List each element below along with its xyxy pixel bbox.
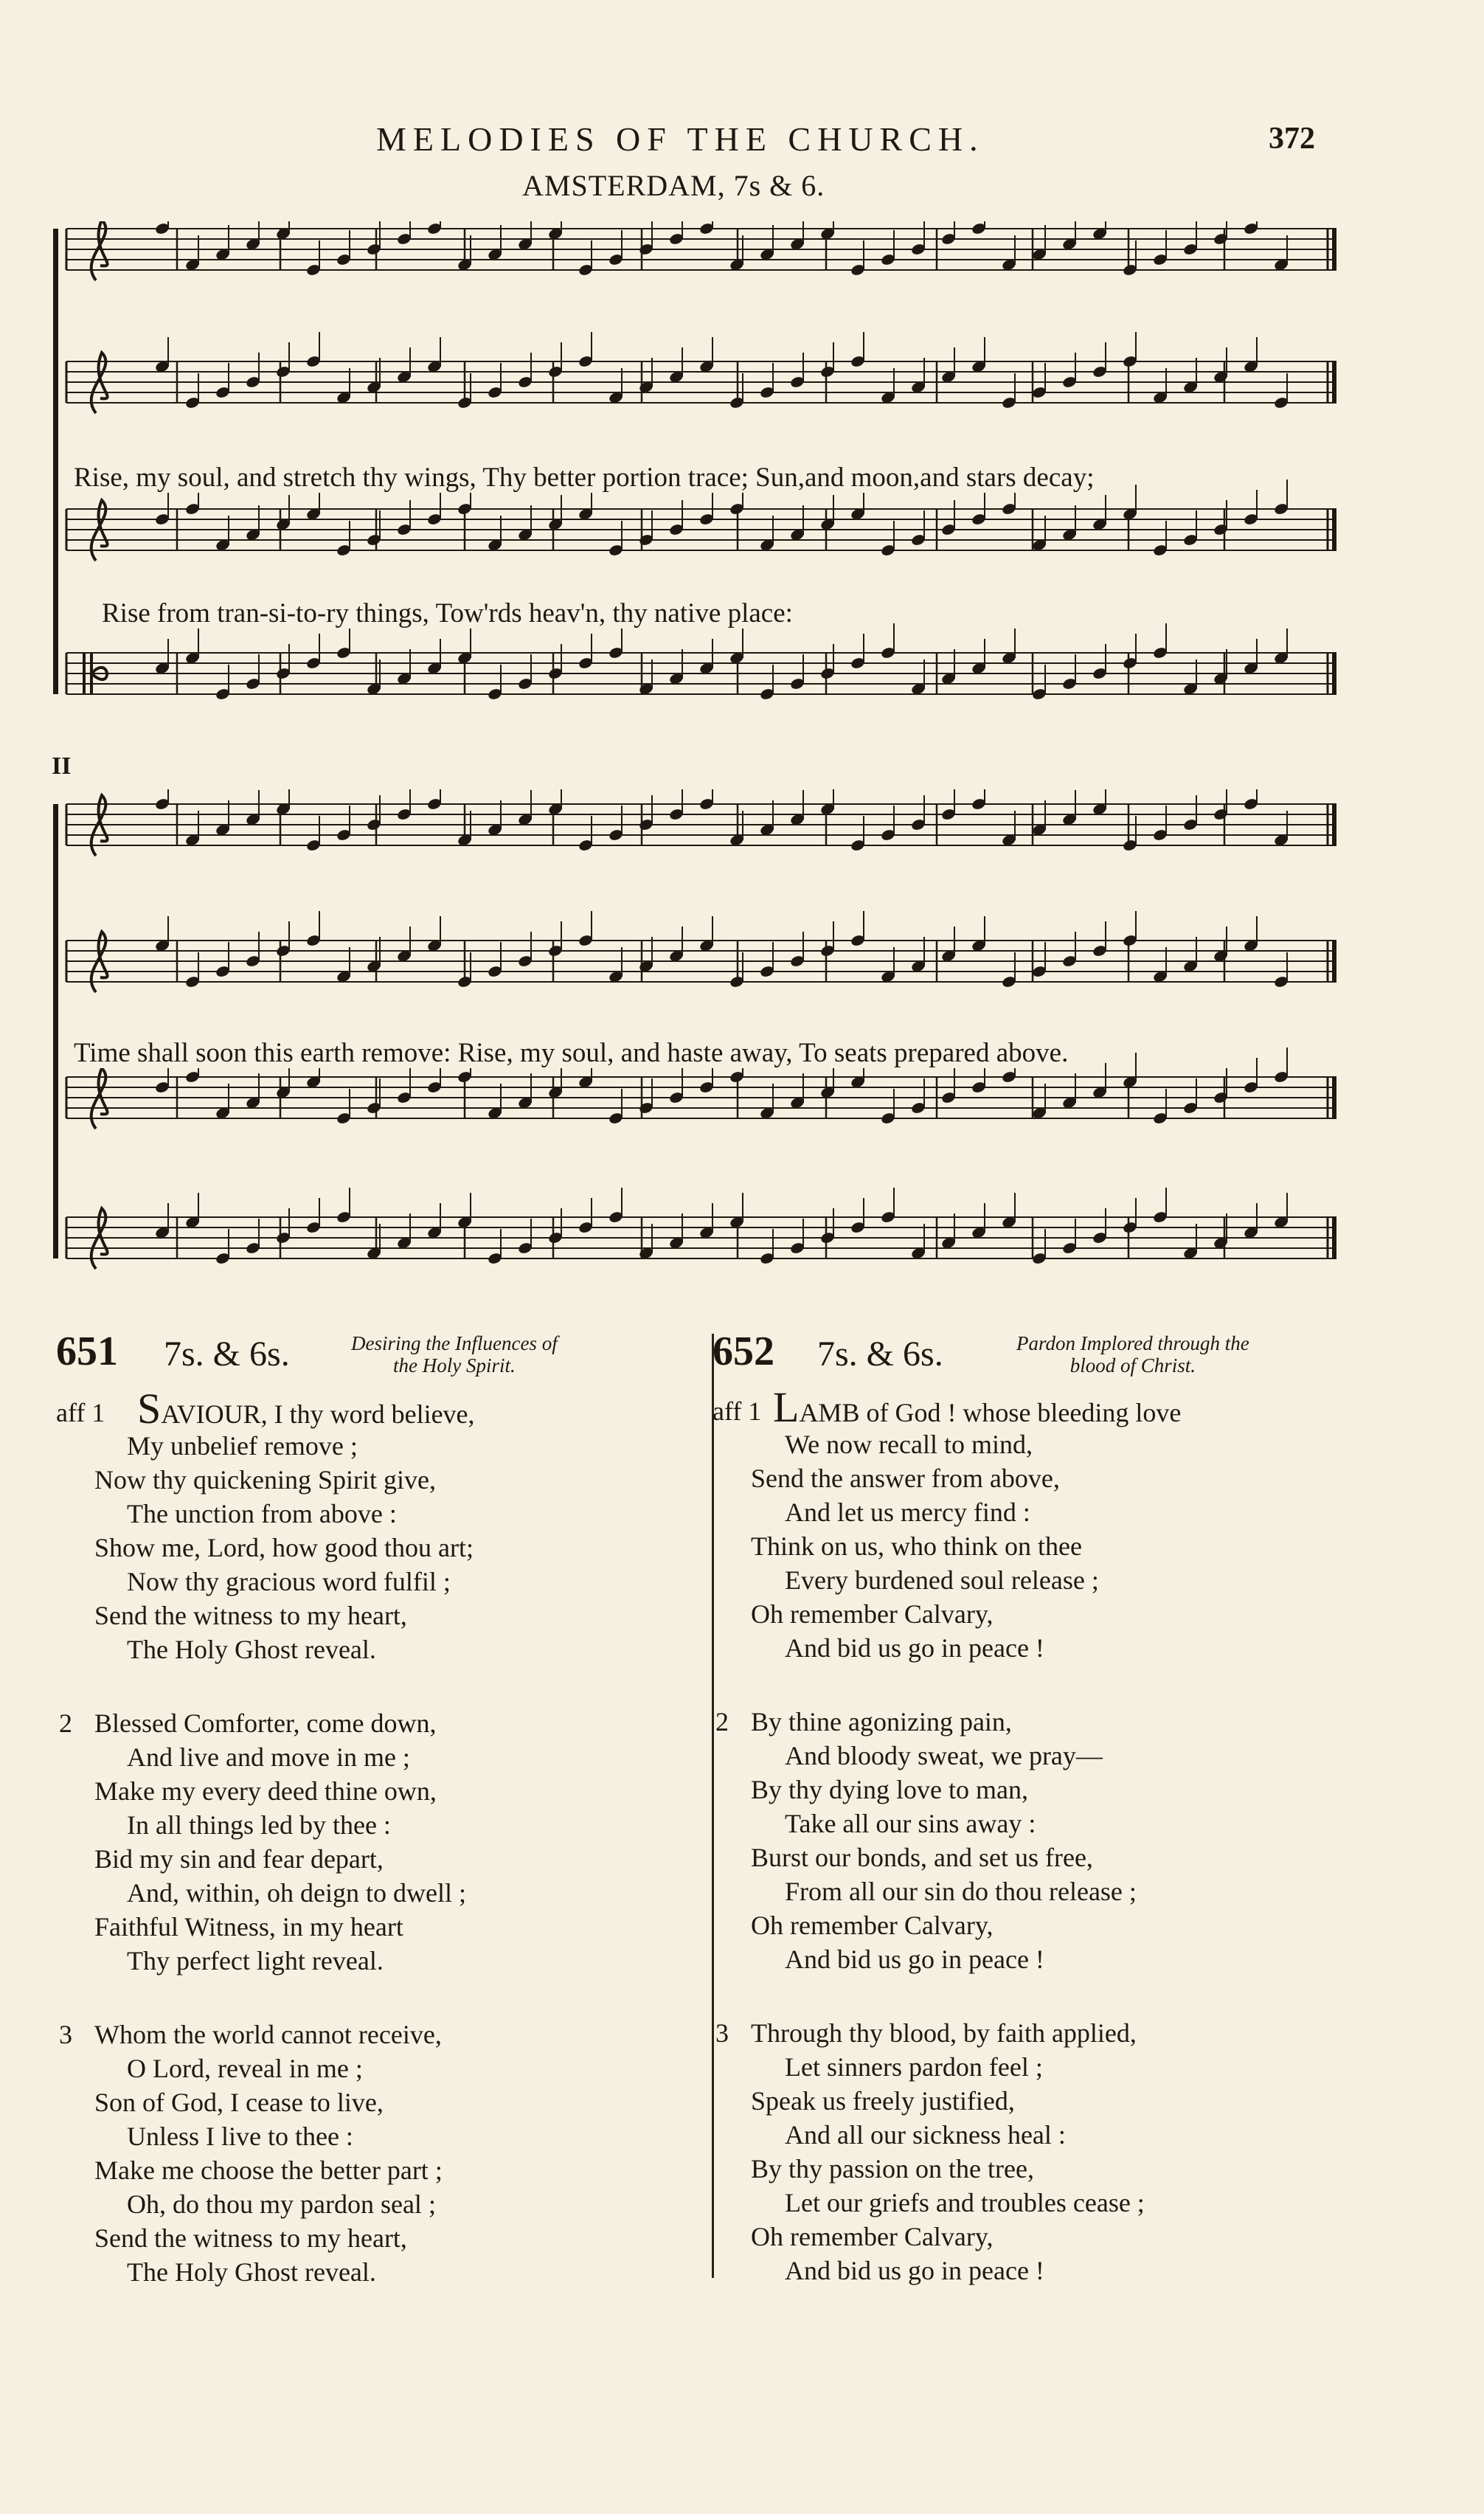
hymn-651-line: AVIOUR, I thy word believe, — [161, 1399, 475, 1429]
verse-line: The unction from above : — [127, 1499, 397, 1528]
verse-line: Blessed Comforter, come down, — [94, 1708, 437, 1738]
stanza-number: 2 — [715, 1707, 729, 1736]
verse-line: Oh remember Calvary, — [751, 2222, 994, 2251]
column-divider — [712, 1334, 714, 2278]
verse-line: By thine agonizing pain, — [751, 1707, 1012, 1736]
hymn-652-marker: aff 1 — [712, 1396, 762, 1426]
verse-line: Let sinners pardon feel ; — [785, 2052, 1043, 2082]
verse-line: Thy perfect light reveal. — [127, 1946, 384, 1975]
hymn-651-subject-line-1: Desiring the Influences of — [351, 1332, 558, 1354]
hymn-652-meter: 7s. & 6s. — [817, 1334, 943, 1374]
verse-line: Burst our bonds, and set us free, — [751, 1843, 1093, 1872]
lyric-line-3: Time shall soon this earth remove: Rise, my soul, and haste away, To seats prepared above. — [71, 1039, 1071, 1068]
stanza-number: 3 — [59, 2020, 72, 2049]
hymn-652-subject-line-2: blood of Christ. — [1069, 1354, 1196, 1377]
verse-line: Send the answer from above, — [751, 1464, 1060, 1493]
verse-line: And bid us go in peace ! — [785, 2256, 1044, 2285]
hymn-651-meter: 7s. & 6s. — [164, 1334, 290, 1374]
verse-line: And let us mercy find : — [785, 1497, 1030, 1527]
verse-line: And bloody sweat, we pray— — [785, 1741, 1103, 1770]
hymn-651-drop-cap: S — [137, 1385, 162, 1433]
hymn-652-drop-cap: L — [773, 1383, 800, 1431]
stanza-number: 2 — [59, 1708, 72, 1738]
hymn-651-number: 651 — [56, 1329, 118, 1374]
verse-line: Bid my sin and fear depart, — [94, 1844, 384, 1874]
verse-line: Unless I live to thee : — [127, 2122, 353, 2151]
verse-line: Show me, Lord, how good thou art; — [94, 1533, 474, 1562]
page-number: 372 — [1269, 122, 1315, 156]
verse-line: Think on us, who think on thee — [751, 1531, 1082, 1561]
hymn-651-subject — [351, 1332, 558, 1377]
verse-line: Send the witness to my heart, — [94, 2223, 407, 2253]
hymn-652-line: AMB of God ! whose bleeding love — [799, 1398, 1182, 1427]
verse-line: In all things led by thee : — [127, 1810, 391, 1840]
verse-line: The Holy Ghost reveal. — [127, 1635, 376, 1664]
lyric-line-2: Rise from tran-si-to-ry things, Tow'rds heav'n, thy native place: — [99, 599, 796, 628]
stanza-number: 3 — [715, 2018, 729, 2048]
hymn-652-first-line — [773, 1383, 1182, 1431]
verse-line: Through thy blood, by faith applied, — [751, 2018, 1137, 2048]
verse-line: We now recall to mind, — [785, 1430, 1033, 1459]
verse-line: Whom the world cannot receive, — [94, 2020, 442, 2049]
tune-title: AMSTERDAM, 7s & 6. — [522, 169, 825, 202]
verse-line: And, within, oh deign to dwell ; — [127, 1878, 466, 1908]
verse-line: O Lord, reveal in me ; — [127, 2054, 363, 2083]
verse-line: Now thy gracious word fulfil ; — [127, 1567, 451, 1596]
verse-line: Oh remember Calvary, — [751, 1911, 994, 1940]
verse-line: Make me choose the better part ; — [94, 2155, 443, 2185]
hymn-652-number: 652 — [712, 1329, 774, 1374]
verse-line: By thy dying love to man, — [751, 1775, 1028, 1804]
lyric-line-1: Rise, my soul, and stretch thy wings, Thy better portion trace; Sun,and moon,and stars decay; — [71, 463, 1097, 493]
verse-line: And bid us go in peace ! — [785, 1945, 1044, 1974]
verse-line: Every burdened soul release ; — [785, 1565, 1099, 1595]
running-title: MELODIES OF THE CHURCH. — [376, 120, 985, 158]
section-mark: II — [52, 752, 72, 780]
verse-line: Send the witness to my heart, — [94, 1601, 407, 1630]
hymn-652-subject — [1016, 1332, 1249, 1377]
verse-line: Oh remember Calvary, — [751, 1599, 994, 1629]
verse-line: Son of God, I cease to live, — [94, 2088, 384, 2117]
verse-line: By thy passion on the tree, — [751, 2154, 1034, 2184]
verse-line: Make my every deed thine own, — [94, 1776, 437, 1806]
verse-line: And live and move in me ; — [127, 1742, 410, 1772]
hymn-651-first-line — [137, 1385, 475, 1433]
verse-line: Let our griefs and troubles cease ; — [785, 2188, 1145, 2217]
verse-line: And bid us go in peace ! — [785, 1633, 1044, 1663]
hymn-652-subject-line-1: Pardon Implored through the — [1016, 1332, 1249, 1354]
verse-line: Speak us freely justified, — [751, 2086, 1015, 2116]
verse-line: Oh, do thou my pardon seal ; — [127, 2189, 436, 2219]
hymn-651-subject-line-2: the Holy Spirit. — [392, 1354, 516, 1377]
verse-line: The Holy Ghost reveal. — [127, 2257, 376, 2287]
verse-line: And all our sickness heal : — [785, 2120, 1066, 2150]
verse-line: From all our sin do thou release ; — [785, 1877, 1137, 1906]
verse-line: My unbelief remove ; — [127, 1431, 358, 1461]
hymn-651-marker: aff 1 — [56, 1398, 105, 1427]
verse-line: Now thy quickening Spirit give, — [94, 1465, 436, 1495]
verse-line: Take all our sins away : — [785, 1809, 1036, 1838]
verse-line: Faithful Witness, in my heart — [94, 1912, 403, 1942]
